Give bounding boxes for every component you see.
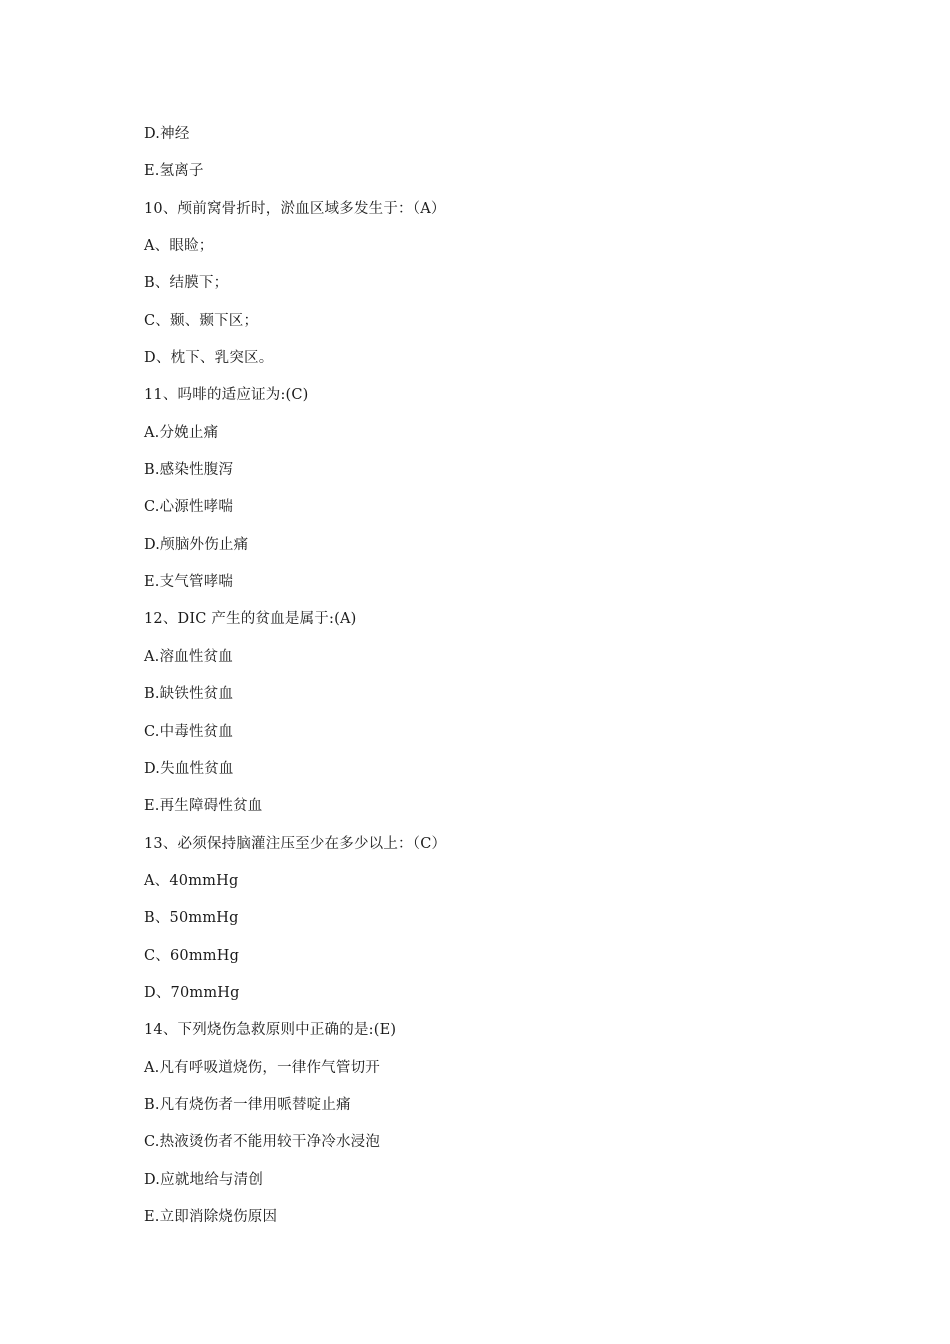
option-line: C、60mmHg <box>144 947 240 964</box>
option-line: A.溶血性贫血 <box>144 648 233 665</box>
question-13: 13、必须保持脑灌注压至少在多少以上：（C） <box>144 835 447 852</box>
option-line: B、50mmHg <box>144 910 239 927</box>
option-line: C、颞、颞下区； <box>144 312 259 329</box>
question-14: 14、下列烧伤急救原则中正确的是:(E) <box>144 1022 397 1039</box>
option-line: E.立即消除烧伤原因 <box>144 1208 278 1225</box>
option-line: D.应就地给与清创 <box>144 1171 264 1188</box>
text-line: D.神经 <box>144 126 190 142</box>
option-line: D、枕下、乳突区。 <box>144 350 274 367</box>
question-list <box>144 122 446 1242</box>
question-11: 11、吗啡的适应证为:(C) <box>144 387 309 404</box>
option-line: D、70mmHg <box>144 984 240 1001</box>
option-line: A.凡有呼吸道烧伤，一律作气管切开 <box>144 1059 380 1076</box>
option-line: C.热液烫伤者不能用较干净冷水浸泡 <box>144 1134 381 1151</box>
text-line: E.氢离子 <box>144 163 204 180</box>
option-line: E.支气管哮喘 <box>144 574 234 591</box>
option-line: B.感染性腹泻 <box>144 462 234 479</box>
option-line: B.凡有烧伤者一律用哌替啶止痛 <box>144 1096 351 1113</box>
question-12: 12、DIC 产生的贫血是属于:(A) <box>144 611 357 628</box>
option-line: A.分娩止痛 <box>144 424 219 441</box>
option-line: B.缺铁性贫血 <box>144 686 234 703</box>
option-line: D.失血性贫血 <box>144 760 234 777</box>
option-line: C.中毒性贫血 <box>144 723 234 740</box>
option-line: A、眼睑； <box>144 238 214 255</box>
option-line: E.再生障碍性贫血 <box>144 798 263 815</box>
option-line: A、40mmHg <box>144 872 239 889</box>
option-line: C.心源性哮喘 <box>144 499 234 516</box>
question-10: 10、颅前窝骨折时，淤血区域多发生于：（A） <box>144 200 446 217</box>
option-line: B、结膜下； <box>144 275 229 292</box>
option-line: D.颅脑外伤止痛 <box>144 536 249 553</box>
